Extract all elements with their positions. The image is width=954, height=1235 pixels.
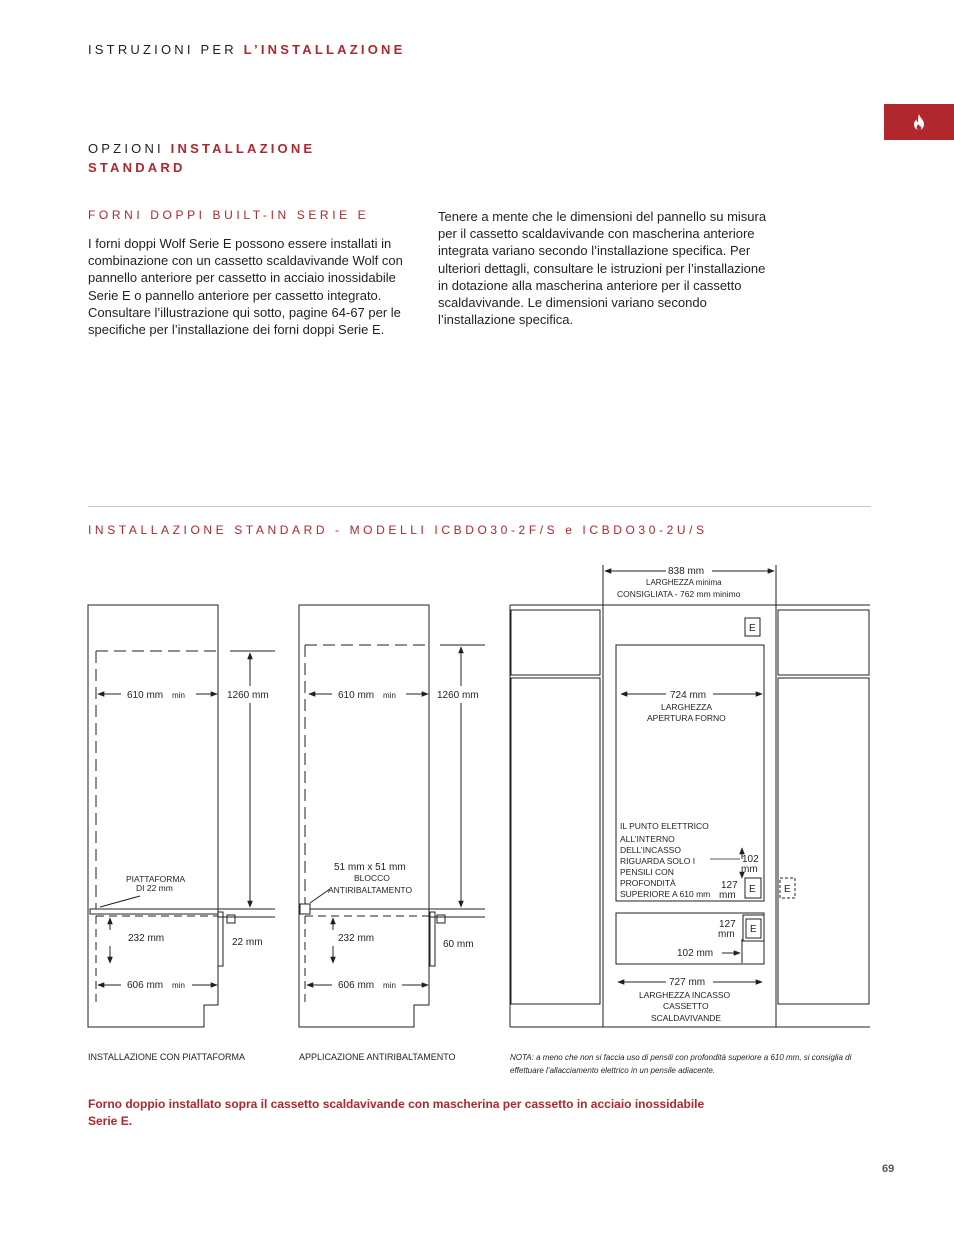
paragraph-right: Tenere a mente che le dimensioni del pannello su misura per il cassetto scaldavivande con mascherina anteriore integrata variano secondo l’installazione specifica. Per ulteriori dettagli, consultare le istruzioni per l’installazione in dotazione alla mascherina anteriore per il cassetto scaldavivande. Le dimensioni variano secondo l’installazione specifica. — [438, 209, 767, 328]
d2-drawer-height: 232 mm — [338, 933, 375, 944]
d1-platform-label-2: DI 22 mm — [136, 883, 173, 893]
d2-block-label-2: BLOCCO — [354, 873, 390, 883]
d1-height-label: 1260 mm — [227, 690, 269, 701]
diagram-antitip — [299, 605, 485, 1027]
d2-bottom-width: 606 mm — [338, 980, 375, 991]
e-marker: E — [784, 884, 791, 895]
d3-opening-label-1: LARGHEZZA — [661, 702, 713, 712]
d3-note-line: SUPERIORE A 610 mm — [620, 889, 711, 899]
section-highlight-2: STANDARD — [88, 160, 186, 175]
d3-note-line: ALL’INTERNO — [620, 834, 675, 844]
e-marker: E — [749, 884, 756, 895]
d1-side-dim: 22 mm — [232, 937, 263, 948]
diagram-title: INSTALLAZIONE STANDARD - MODELLI ICBDO30-2F/S e ICBDO30-2U/S — [88, 523, 708, 537]
d3-drawer-label-2: CASSETTO — [663, 1001, 709, 1011]
d3-top-label-2: CONSIGLIATA - 762 mm minimo — [617, 589, 741, 599]
d3-opening-label-2: APERTURA FORNO — [647, 713, 726, 723]
d2-height-label: 1260 mm — [437, 690, 479, 701]
d3-note-line: IL PUNTO ELETTRICO — [620, 821, 709, 831]
paragraph-left: I forni doppi Wolf Serie E possono essere installati in combinazione con un cassetto scaldavivande Wolf con pannello anteriore per cassetto in acciaio inossidabile Serie E o pannello anteriore per cassetto integrato. Consultare l’illustrazione qui sotto, pagine 64-67 per le specifiche per l’installazione dei forni doppi Serie E. — [88, 236, 403, 338]
d2-side-dim: 60 mm — [443, 939, 474, 950]
d3-dim-127-b: 127 — [719, 919, 736, 930]
subheading: FORNI DOPPI BUILT-IN SERIE E — [88, 208, 370, 222]
e-marker: E — [750, 924, 757, 935]
d3-dim-mm: mm — [741, 864, 758, 875]
d1-width-label: 610 mm — [127, 690, 164, 701]
d3-dim-mm: mm — [718, 929, 735, 940]
d3-dim-102-b: 102 mm — [677, 948, 714, 959]
diagram-platform — [88, 605, 275, 1027]
d3-drawer-label-3: SCALDAVIVANDE — [651, 1013, 722, 1023]
d3-dim-mm: mm — [719, 890, 736, 901]
d3-top-label-1: LARGHEZZA minima — [646, 578, 722, 587]
d2-width-label: 610 mm — [338, 690, 375, 701]
diagram-note: NOTA: a meno che non si faccia uso di pensili con profondità superiore a 610 mm, si consiglia di effettuare l’allacciamento elettrico in un pensile adiacente. — [510, 1053, 852, 1075]
d1-platform-label-1: PIATTAFORMA — [126, 874, 186, 884]
d3-note-line: PROFONDITÀ — [620, 878, 676, 888]
d3-electrical-note — [620, 821, 710, 899]
d3-drawer-width: 727 mm — [669, 977, 706, 988]
d3-drawer-label-1: LARGHEZZA INCASSO — [639, 990, 731, 1000]
d3-note-line: DELL’INCASSO — [620, 845, 681, 855]
d2-block-label-1: 51 mm x 51 mm — [334, 862, 406, 873]
header-highlight: L’INSTALLAZIONE — [243, 42, 406, 57]
d3-opening-width: 724 mm — [670, 690, 707, 701]
d3-note-line: PENSILI CON — [620, 867, 674, 877]
e-marker: E — [749, 623, 756, 634]
figure-caption: Forno doppio installato sopra il cassetto scaldavivande con mascherina per cassetto in acciaio inossidabile Serie E. — [88, 1097, 705, 1128]
d3-top-width: 838 mm — [668, 566, 705, 577]
d3-dim-127-a: 127 — [721, 880, 738, 891]
d2-bottom-unit: min — [383, 981, 396, 990]
caption-antitip: APPLICAZIONE ANTIRIBALTAMENTO — [299, 1052, 456, 1062]
d1-drawer-height: 232 mm — [128, 933, 165, 944]
d2-block-label-3: ANTIRIBALTAMENTO — [328, 885, 413, 895]
d3-dim-102-a: 102 — [742, 854, 759, 865]
d1-width-unit: min — [172, 691, 185, 700]
caption-platform: INSTALLAZIONE CON PIATTAFORMA — [88, 1052, 246, 1062]
d2-width-unit: min — [383, 691, 396, 700]
d1-bottom-unit: min — [172, 981, 185, 990]
section-highlight-1: INSTALLAZIONE — [170, 141, 316, 156]
header-prefix: ISTRUZIONI PER — [88, 42, 244, 57]
section-prefix: OPZIONI — [88, 141, 171, 156]
d3-note-line: RIGUARDA SOLO I — [620, 856, 696, 866]
d1-bottom-width: 606 mm — [127, 980, 164, 991]
page-number: 69 — [882, 1163, 895, 1175]
